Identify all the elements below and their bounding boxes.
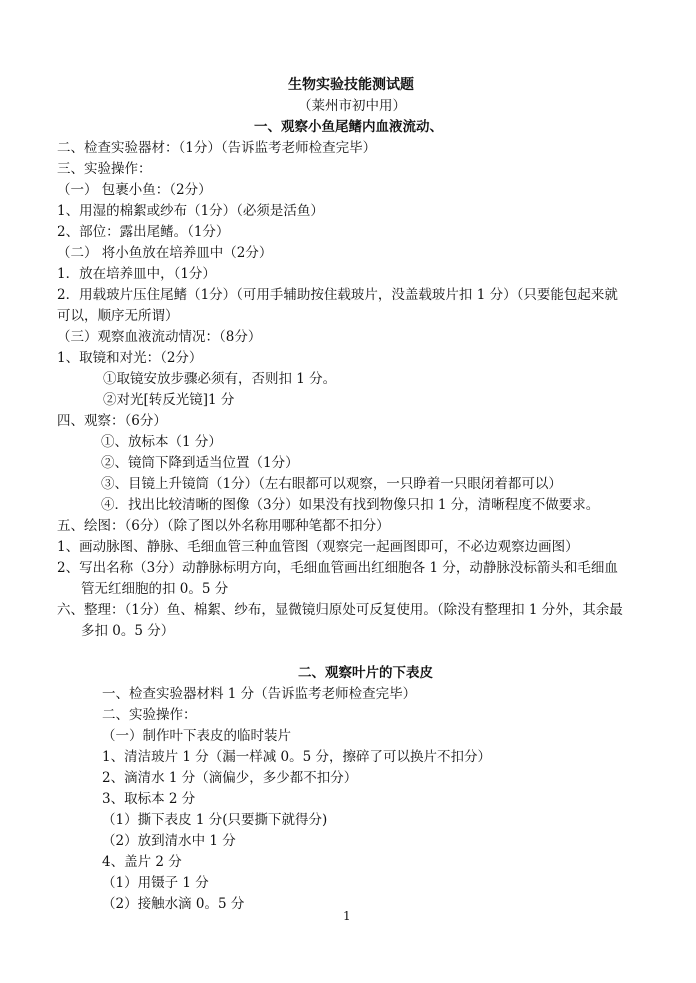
- text-line: （一）制作叶下表皮的临时装片: [102, 728, 291, 744]
- text-line: 六、整理：（1分）鱼、棉絮、纱布，显微镜归原处可反复使用。（除没有整理扣 1 分外，其余最: [57, 602, 623, 618]
- text-line: 管无红细胞的扣 0。5 分: [81, 581, 229, 597]
- text-line: 1、清洁玻片 1 分（漏一样减 0。5 分，擦碎了可以换片不扣分）: [102, 749, 492, 765]
- text-line: 1、画动脉图、静脉、毛细血管三种血管图（观察完一起画图即可，不必边观察边画图）: [57, 539, 579, 555]
- text-line: 2、滴清水 1 分（滴偏少，多少都不扣分）: [102, 770, 358, 786]
- section-1-heading: 一、观察小鱼尾鳍内血液流动、: [254, 119, 443, 135]
- text-line: （一） 包裹小鱼：（2分）: [57, 182, 212, 198]
- text-line: 2、部位：露出尾鳍。（1分）: [57, 224, 230, 240]
- text-line: ①取镜安放步骤必须有，否则扣 1 分。: [103, 371, 337, 387]
- text-line: ②对光[转反光镜]1 分: [103, 392, 235, 408]
- text-line: 可以，顺序无所谓）: [57, 308, 179, 324]
- text-line: 1、取镜和对光：（2分）: [57, 350, 203, 366]
- text-line: （2）放到清水中 1 分: [102, 833, 236, 849]
- text-line: 二、实验操作：: [102, 707, 197, 723]
- text-line: ④．找出比较清晰的图像（3分）如果没有找到物像只扣 1 分，清晰程度不做要求。: [101, 497, 600, 513]
- text-line: ①、放标本（1 分）: [101, 434, 222, 450]
- text-line: 2．用载玻片压住尾鳍（1分）（可用手辅助按住载玻片，没盖载玻片扣 1 分）（只要能包起来就: [57, 287, 618, 303]
- document-title: 生物实验技能测试题: [288, 77, 414, 93]
- text-line: 三、实验操作：: [57, 161, 152, 177]
- page-number: 1: [343, 909, 351, 923]
- text-line: 多扣 0。5 分）: [81, 623, 175, 639]
- text-line: 3、取标本 2 分: [102, 791, 196, 807]
- document-subtitle: （莱州市初中用）: [298, 98, 406, 114]
- text-line: （三）观察血液流动情况：（8分）: [57, 329, 262, 345]
- text-line: （2）接触水滴 0。5 分: [102, 896, 245, 912]
- text-line: ③、目镜上升镜筒（1分）（左右眼都可以观察，一只睁着一只眼闭着都可以）: [101, 476, 562, 492]
- text-line: 4、盖片 2 分: [102, 854, 182, 870]
- text-line: 1．放在培养皿中，（1分）: [57, 266, 216, 282]
- text-line: 一、检查实验器材料 1 分（告诉监考老师检查完毕）: [102, 686, 417, 702]
- text-line: （1）撕下表皮 1 分(只要撕下就得分): [102, 812, 328, 828]
- text-line: （二） 将小鱼放在培养皿中（2分）: [57, 245, 273, 261]
- text-line: 四、观察：（6分）: [57, 413, 167, 429]
- text-line: （1）用镊子 1 分: [102, 875, 209, 891]
- text-line: 二、检查实验器材：（1分）（告诉监考老师检查完毕）: [57, 140, 377, 156]
- text-line: 1、用湿的棉絮或纱布（1分）（必须是活鱼）: [57, 203, 324, 219]
- text-line: 2、写出名称（3分）动静脉标明方向，毛细血管画出红细胞各 1 分，动静脉没标箭头和毛细血: [57, 560, 618, 576]
- section-2-heading: 二、观察叶片的下表皮: [298, 665, 433, 681]
- text-line: 五、绘图：（6分）（除了图以外名称用哪种笔都不扣分）: [57, 518, 390, 534]
- text-line: ②、镜筒下降到适当位置（1分）: [101, 455, 299, 471]
